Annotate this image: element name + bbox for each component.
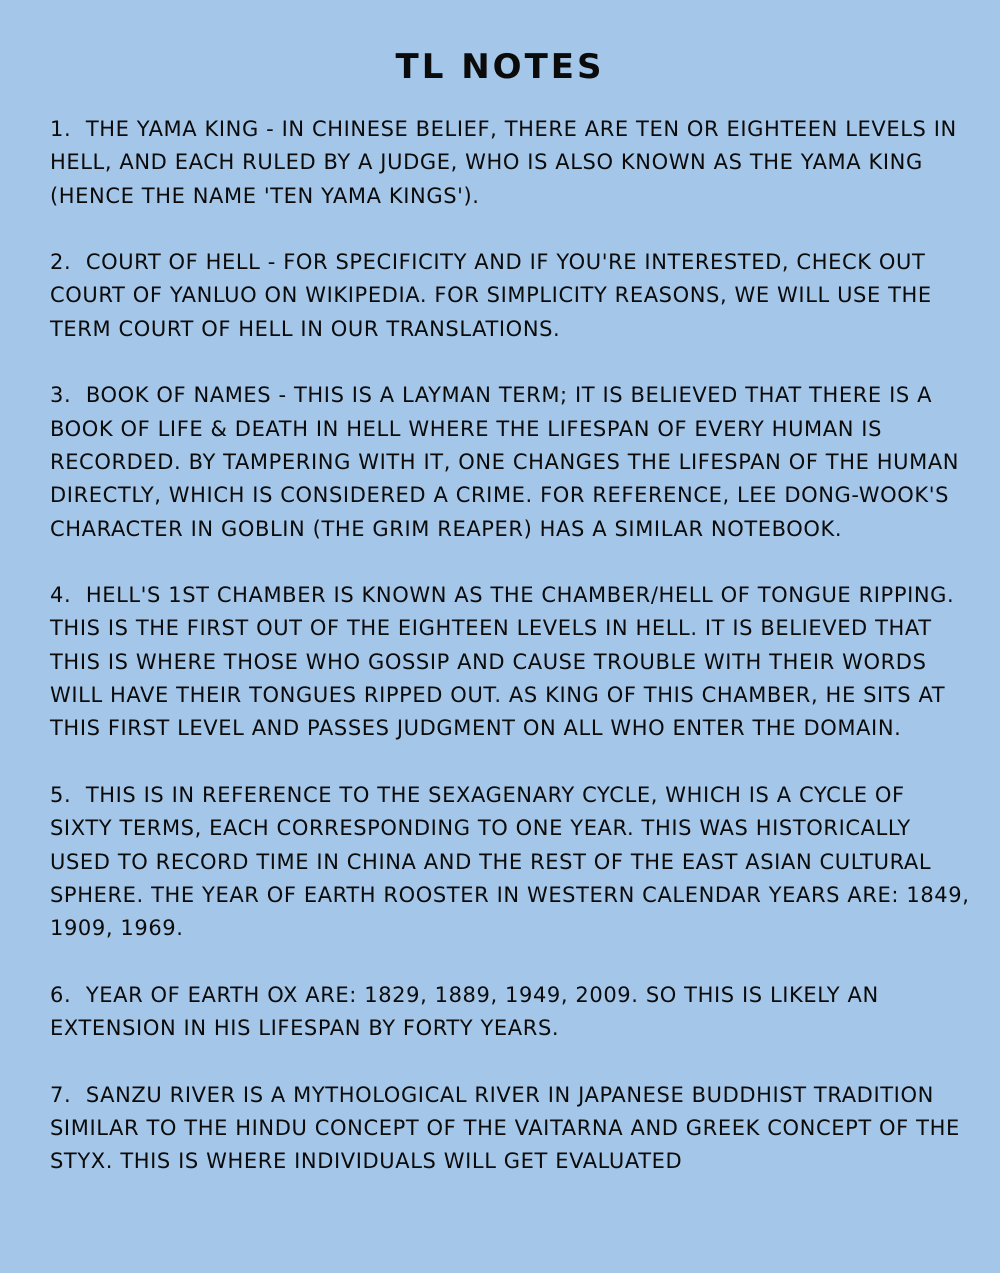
- notes-list: [50, 113, 970, 1212]
- note-number: 4.: [50, 583, 72, 608]
- note-item: [50, 246, 970, 346]
- note-item: [50, 979, 970, 1046]
- note-text: HELL'S 1ST CHAMBER IS KNOWN AS THE CHAMBER/HELL OF TONGUE RIPPING. THIS IS THE FIRST OUT OF THE EIGHTEEN LEVELS IN HELL. IT IS BELIEVED THAT THIS IS WHERE THOSE WHO GOSSIP AND CAUSE TROUBLE WITH THEIR WORDS WILL HAVE THEIR TONGUES RIPPED OUT. AS KING OF THIS CHAMBER, HE SITS AT THIS FIRST LEVEL AND PASSES JUDGMENT ON ALL WHO ENTER THE DOMAIN.: [50, 583, 955, 741]
- note-item: [50, 379, 970, 545]
- note-item: [50, 113, 970, 213]
- note-number: 6.: [50, 982, 72, 1007]
- note-text: COURT OF HELL - FOR SPECIFICITY AND IF YOU'RE INTERESTED, CHECK OUT COURT OF YANLUO ON WIKIPEDIA. FOR SIMPLICITY REASONS, WE WILL USE THE TERM COURT OF HELL IN OUR TRANSLATIONS.: [50, 250, 932, 341]
- note-number: 3.: [50, 383, 72, 408]
- note-item: [50, 579, 970, 745]
- note-number: 2.: [50, 250, 72, 275]
- note-text: YEAR OF EARTH OX ARE: 1829, 1889, 1949, 2009. SO THIS IS LIKELY AN EXTENSION IN HIS LIFESPAN BY FORTY YEARS.: [50, 982, 879, 1041]
- note-number: 7.: [50, 1082, 72, 1107]
- page-title: TL NOTES: [395, 46, 605, 87]
- note-item: [50, 779, 970, 945]
- note-text: SANZU RIVER IS A MYTHOLOGICAL RIVER IN JAPANESE BUDDHIST TRADITION SIMILAR TO THE HINDU CONCEPT OF THE VAITARNA AND GREEK CONCEPT OF THE STYX. THIS IS WHERE INDIVIDUALS WILL GET EVALUATED: [50, 1082, 960, 1174]
- note-number: 1.: [50, 117, 72, 141]
- note-item: [50, 1079, 970, 1179]
- note-text: BOOK OF NAMES - THIS IS A LAYMAN TERM; IT IS BELIEVED THAT THERE IS A BOOK OF LIFE & DEATH IN HELL WHERE THE LIFESPAN OF EVERY HUMAN IS RECORDED. BY TAMPERING WITH IT, ONE CHANGES THE LIFESPAN OF THE HUMAN DIRECTLY, WHICH IS CONSIDERED A CRIME. FOR REFERENCE, LEE DONG-WOOK'S CHARACTER IN GOBLIN (THE GRIM REAPER) HAS A SIMILAR NOTEBOOK.: [50, 383, 960, 541]
- note-text: THE YAMA KING - IN CHINESE BELIEF, THERE ARE TEN OR EIGHTEEN LEVELS IN HELL, AND EACH RULED BY A JUDGE, WHO IS ALSO KNOWN AS THE YAMA KING (HENCE THE NAME 'TEN YAMA KINGS').: [50, 117, 957, 208]
- note-text: THIS IS IN REFERENCE TO THE SEXAGENARY CYCLE, WHICH IS A CYCLE OF SIXTY TERMS, EACH CORRESPONDING TO ONE YEAR. THIS WAS HISTORICALLY USED TO RECORD TIME IN CHINA AND THE REST OF THE EAST ASIAN CULTURAL SPHERE. THE YEAR OF EARTH ROOSTER IN WESTERN CALENDAR YEARS ARE: 1849, 1909, 1969.: [50, 782, 970, 941]
- note-number: 5.: [50, 782, 72, 807]
